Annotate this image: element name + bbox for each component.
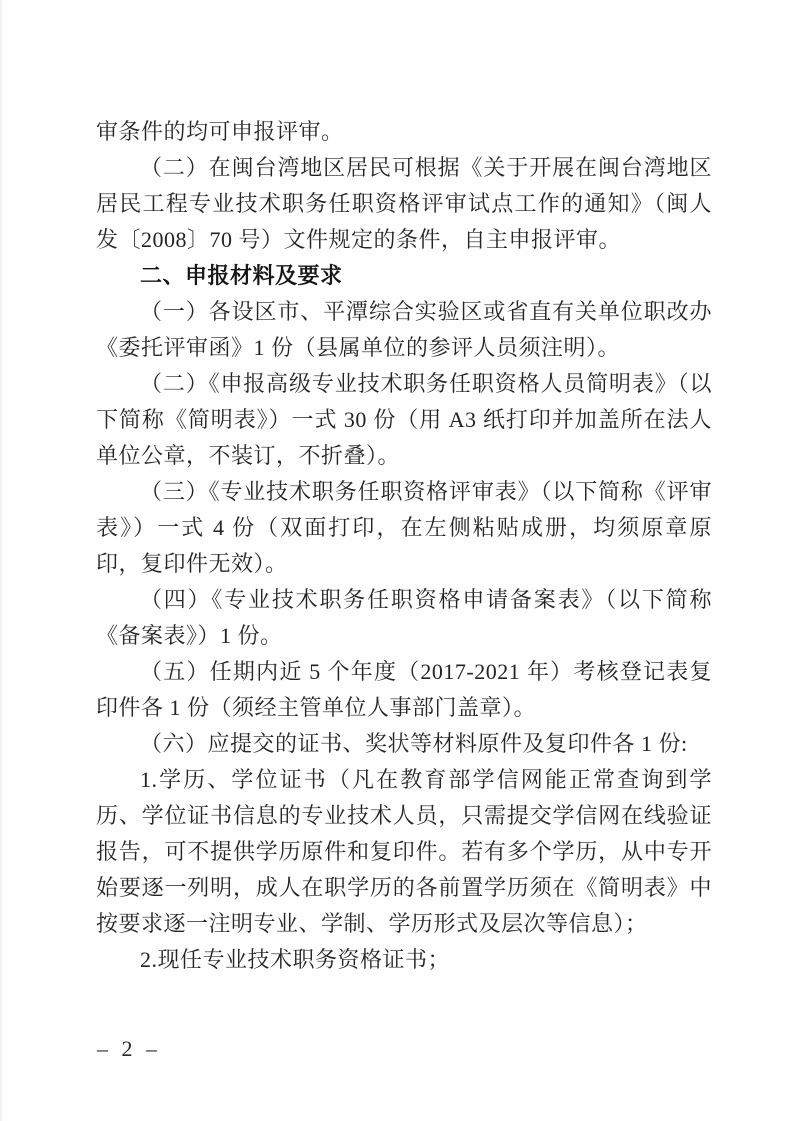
paragraph-item-2-2: （二）《申报高级专业技术职务任职资格人员简明表》（以下简称《简明表》）一式 30 份（用 A3 纸打印并加盖所在法人单位公章，不装订，不折叠）。 xyxy=(96,371,712,468)
paragraph-item-2-1: （一）各设区市、平潭综合实验区或省直有关单位职改办《委托评审函》1 份（县属单位的参评人员须注明）。 xyxy=(96,299,712,360)
paragraph-subitem-2: 2.现任专业技术职务资格证书； xyxy=(140,947,451,972)
paragraph-item-1-2: （二）在闽台湾地区居民可根据《关于开展在闽台湾地区居民工程专业技术职务任职资格评审试点工作的通知》（闽人发〔2008〕70 号）文件规定的条件，自主申报评审。 xyxy=(96,155,712,252)
document-text-block xyxy=(96,114,712,978)
paragraph-item-2-4: （四）《专业技术职务任职资格申请备案表》（以下简称《备案表》）1 份。 xyxy=(96,587,712,648)
page-number: – 2 – xyxy=(97,1036,161,1061)
section-heading: 二、申报材料及要求 xyxy=(140,263,343,288)
paragraph-item-2-6: （六）应提交的证书、奖状等材料原件及复印件各 1 份: xyxy=(140,731,688,756)
paragraph-continuation: 审条件的均可申报评审。 xyxy=(96,119,344,144)
scan-edge-shadow xyxy=(0,0,2,1121)
paragraph-item-2-3: （三）《专业技术职务任职资格评审表》（以下简称《评审表》）一式 4 份（双面打印，在左侧粘贴成册，均须原章原印，复印件无效）。 xyxy=(96,479,712,576)
paragraph-subitem-1: 1.学历、学位证书（凡在教育部学信网能正常查询到学历、学位证书信息的专业技术人员，只需提交学信网在线验证报告，可不提供学历原件和复印件。若有多个学历，从中专开始要逐一列明，成人在职学历的各前置学历须在《简明表》中按要求逐一注明专业、学制、学历形式及层次等信息）； xyxy=(96,767,712,936)
paragraph-item-2-5: （五）任期内近 5 个年度（2017-2021 年）考核登记表复印件各 1 份（须经主管单位人事部门盖章）。 xyxy=(96,659,712,720)
